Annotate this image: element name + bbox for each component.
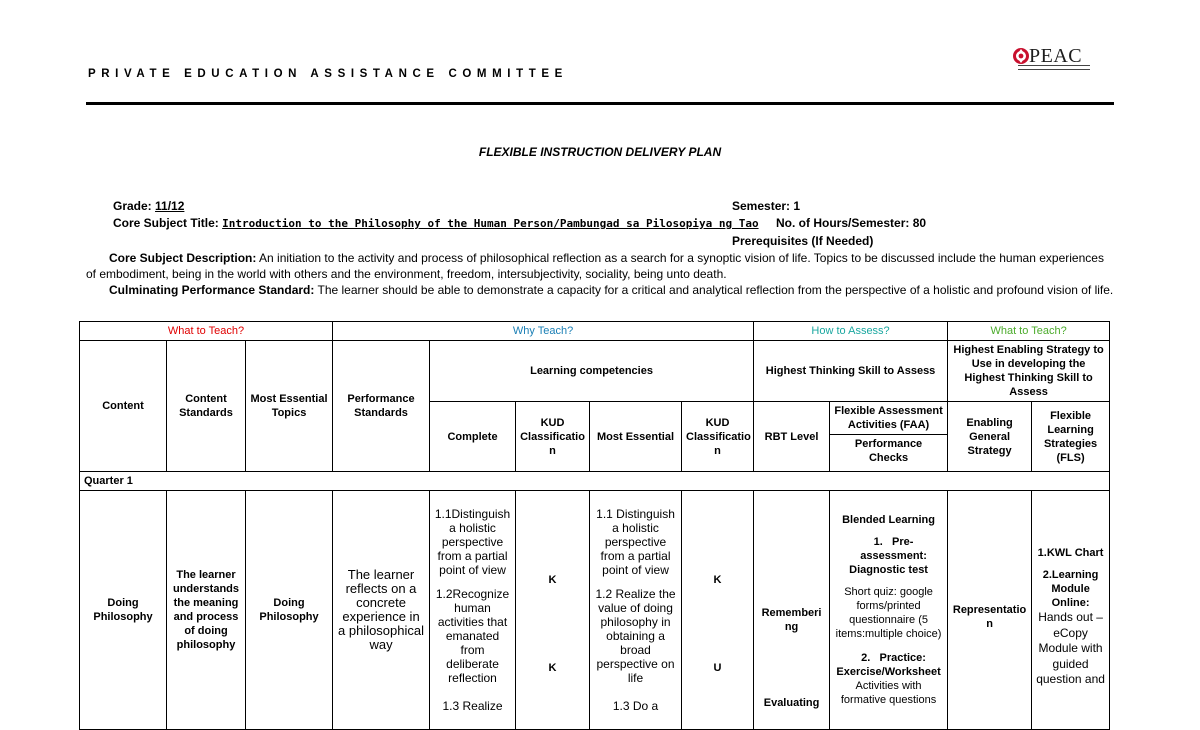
most-essential-topics-header: Most Essential Topics [246, 341, 333, 472]
group-header-row [80, 322, 1110, 341]
culminating-text: The learner should be able to demonstrate a capacity for a critical and analytical reflection from the perspective of a holistic and profound vision of life. [317, 283, 1114, 297]
faa-item-1-sub: Diagnostic test [849, 564, 928, 576]
quarter-label: Quarter 1 [80, 472, 1110, 491]
semester-value: 1 [793, 199, 801, 213]
complete-header: Complete [430, 402, 516, 472]
most-essential-cell [590, 491, 682, 730]
hours-label: No. of Hours/Semester: [776, 216, 910, 230]
core-subject-description [86, 250, 1116, 282]
kud-classification-header-1: KUD Classificatio n [516, 402, 590, 472]
kud1-item-1: K [548, 574, 557, 586]
essential-item-3: 1.3 Do a [612, 699, 659, 713]
faa-header: Flexible Assessment Activities (FAA) [830, 402, 948, 435]
core-subject-label: Core Subject Title: [113, 216, 219, 230]
performance-standards-cell: The learner reflects on a concrete experience in a philosophical way [333, 491, 430, 730]
most-essential-header: Most Essential [590, 402, 682, 472]
content-header: Content [80, 341, 167, 472]
content-standards-cell: The learner understands the meaning and process of doing philosophy [167, 491, 246, 730]
fidp-table [79, 321, 1110, 730]
grade-line [113, 199, 184, 213]
faa-quiz: Short quiz: google forms/printed questionnaire (5 items:multiple choice) [835, 586, 942, 640]
fls-item-2: 2.Learning Module Online: [1042, 569, 1099, 610]
faa-activities: Activities with formative questions [840, 680, 937, 706]
performance-checks-header: Performance Checks [830, 435, 948, 472]
peac-logo-tagline [1018, 65, 1090, 70]
most-essential-topics-cell: Doing Philosophy [246, 491, 333, 730]
prerequisites-label: Prerequisites (If Needed) [732, 234, 874, 248]
complete-item-1: 1.1Distinguish a holistic perspective from a partial point of view [434, 507, 511, 577]
description-label: Core Subject Description: [109, 251, 257, 265]
content-cell: Doing Philosophy [80, 491, 167, 730]
what-to-teach-2-header: What to Teach? [948, 322, 1110, 341]
enabling-general-header: Enabling General Strategy [948, 402, 1032, 472]
performance-standards-header: Performance Standards [333, 341, 430, 472]
enabling-strategy-value: Representatio n [952, 604, 1027, 630]
rbt-level-cell [754, 491, 830, 730]
complete-cell [430, 491, 516, 730]
culminating-label: Culminating Performance Standard: [109, 283, 315, 297]
grade-value: 11/12 [155, 199, 185, 213]
table-row [80, 491, 1110, 730]
peac-logo [1012, 44, 1092, 72]
kud-cell-2 [682, 491, 754, 730]
core-subject-line [113, 216, 759, 230]
hours-value: 80 [912, 216, 927, 230]
peac-emblem-icon [1012, 46, 1030, 66]
faa-item-2: 2. Practice: [861, 652, 926, 664]
fls-cell [1032, 491, 1110, 730]
committee-name: PRIVATE EDUCATION ASSISTANCE COMMITTEE [88, 68, 568, 80]
complete-item-2: 1.2Recognize human activities that emanated from deliberate reflection [435, 587, 510, 685]
culminating-standard [86, 282, 1116, 298]
kud-classification-header-2: KUD Classificatio n [682, 402, 754, 472]
quarter-row [80, 472, 1110, 491]
fls-header: Flexible Learning Strategies (FLS) [1032, 402, 1110, 472]
peac-logo-text: PEAC [1029, 45, 1083, 67]
semester-line [732, 199, 800, 213]
faa-item-2-sub: Exercise/Worksheet [836, 666, 941, 678]
header-rule [86, 102, 1114, 105]
what-to-teach-header: What to Teach? [80, 322, 333, 341]
kud2-item-2: U [713, 662, 722, 674]
semester-label: Semester: [732, 199, 791, 213]
fls-item-3: Hands out – eCopy Module with guided question and [1036, 610, 1105, 687]
why-teach-header: Why Teach? [333, 322, 754, 341]
highest-enabling-header: Highest Enabling Strategy to Use in developing the Highest Thinking Skill to Assess [948, 341, 1110, 402]
core-subject-value: Introduction to the Philosophy of the Human Person/Pambungad sa Pilosopiya ng Tao [222, 217, 759, 230]
enabling-strategy-cell [948, 491, 1032, 730]
faa-title: Blended Learning [842, 514, 935, 526]
page-title: FLEXIBLE INSTRUCTION DELIVERY PLAN [478, 145, 722, 159]
complete-item-3: 1.3 Realize [442, 699, 503, 713]
content-standards-header: Content Standards [167, 341, 246, 472]
description-text: An initiation to the activity and process of philosophical reflection as a search for a synoptic vision of life. Topics to be discussed include the human experiences of embodiment, being in the world with others and the environment, freedom, intersubjectivity, sociality, being unto death. [86, 251, 1104, 281]
rbt-level-header: RBT Level [754, 402, 830, 472]
hours-line [776, 216, 926, 230]
essential-item-1: 1.1 Distinguish a holistic perspective from a partial point of view [596, 507, 675, 577]
rbt-item-1: Rememberi ng [761, 607, 822, 633]
rbt-item-2: Evaluating [763, 697, 820, 709]
kud1-item-2: K [548, 662, 557, 674]
highest-thinking-header: Highest Thinking Skill to Assess [754, 341, 948, 402]
fls-item-1: 1.KWL Chart [1037, 547, 1104, 560]
essential-item-2: 1.2 Realize the value of doing philosophy in obtaining a broad perspective on life [595, 587, 676, 685]
kud2-item-1: K [713, 574, 722, 586]
how-to-assess-header: How to Assess? [754, 322, 948, 341]
grade-label: Grade: [113, 199, 152, 213]
header-row-1 [80, 341, 1110, 402]
learning-competencies-header: Learning competencies [430, 341, 754, 402]
faa-cell [830, 491, 948, 730]
faa-item-1: 1. Pre- assessment: [860, 536, 927, 562]
kud-cell-1 [516, 491, 590, 730]
